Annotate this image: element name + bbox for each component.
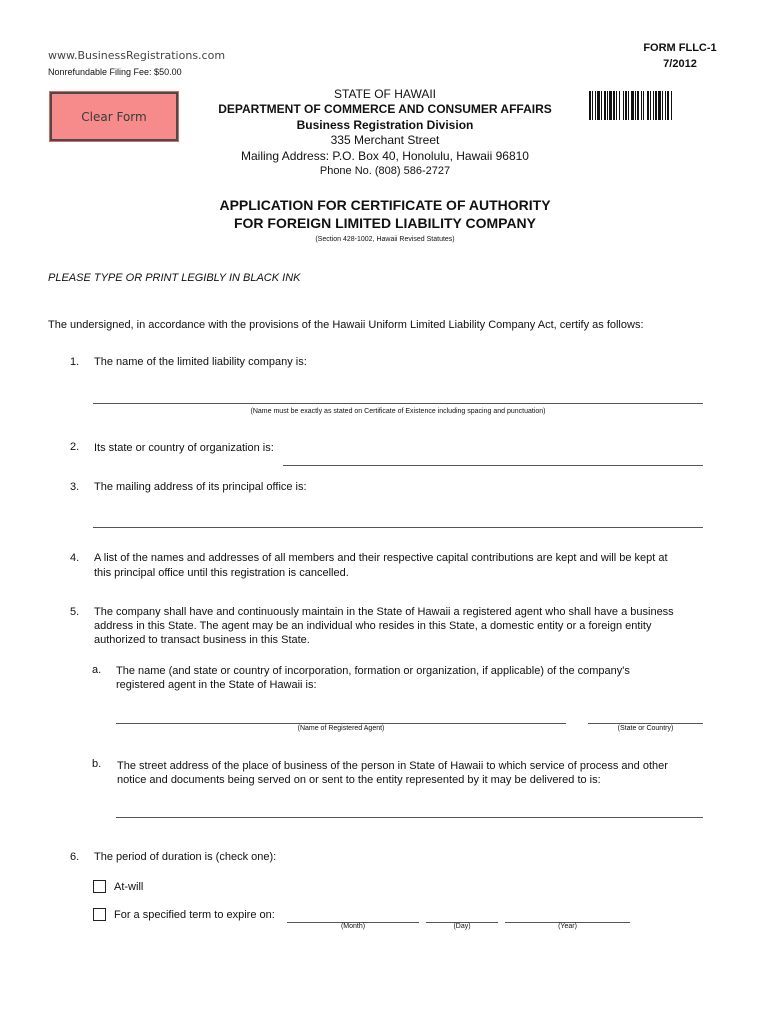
item-number: 2. <box>70 441 80 453</box>
item-5a-line1: The name (and state or country of incorporation, formation or organization, if applicable) of the company's <box>116 665 630 677</box>
item-5b-line1: The street address of the place of business of the person in State of Hawaii to which service of process and other <box>117 760 668 772</box>
statute-reference: (Section 428-1002, Hawaii Revised Statutes) <box>315 236 455 243</box>
form-title-line1: APPLICATION FOR CERTIFICATE OF AUTHORITY <box>219 197 551 213</box>
month-caption: (Month) <box>340 923 366 930</box>
sub-item-label: b. <box>92 758 102 770</box>
at-will-label: At-will <box>114 881 144 893</box>
item-number: 5. <box>70 606 80 618</box>
item-5-line2: address in this State. The agent may be an individual who resides in this State, a domestic entity or a foreign entity <box>94 620 652 632</box>
specified-term-checkbox[interactable] <box>93 908 106 921</box>
item-number: 4. <box>70 552 80 564</box>
item-4-line1: A list of the names and addresses of all members and their respective capital contributions are kept and will be kept at <box>94 552 668 564</box>
item-5b-line2: notice and documents being served on or sent to the entity represented by it may be delivered to is: <box>117 774 601 786</box>
mailing-address: Mailing Address: P.O. Box 40, Honolulu, Hawaii 96810 <box>241 149 529 163</box>
registered-agent-name-field[interactable] <box>116 723 566 724</box>
form-date: 7/2012 <box>663 58 697 70</box>
website-text: www.BusinessRegistrations.com <box>48 49 226 62</box>
day-caption: (Day) <box>453 923 471 930</box>
agent-state-caption: (State or Country) <box>617 725 674 732</box>
state-of-organization-field[interactable] <box>283 465 703 466</box>
intro-statement: The undersigned, in accordance with the provisions of the Hawaii Uniform Limited Liability Company Act, certify as follows: <box>48 319 644 331</box>
division-name: Business Registration Division <box>296 118 474 132</box>
agent-street-address-field[interactable] <box>116 817 703 818</box>
at-will-checkbox[interactable] <box>93 880 106 893</box>
sub-item-label: a. <box>92 664 102 676</box>
agent-state-field[interactable] <box>588 723 703 724</box>
item-3-label: The mailing address of its principal office is: <box>94 481 307 493</box>
item-number: 6. <box>70 851 80 863</box>
state-name: STATE OF HAWAII <box>334 87 436 101</box>
ink-instruction: PLEASE TYPE OR PRINT LEGIBLY IN BLACK INK <box>48 272 301 284</box>
item-5-line3: authorized to transact business in this State. <box>94 634 310 646</box>
item-2-label: Its state or country of organization is: <box>94 442 274 454</box>
department-name: DEPARTMENT OF COMMERCE AND CONSUMER AFFAIRS <box>218 102 552 116</box>
form-id: FORM FLLC-1 <box>643 42 717 54</box>
item-1-label: The name of the limited liability company is: <box>94 356 307 368</box>
year-caption: (Year) <box>558 923 577 930</box>
item-6-label: The period of duration is (check one): <box>94 851 277 863</box>
clear-form-button[interactable]: Clear Form <box>50 92 178 141</box>
phone-number: Phone No. (808) 586-2727 <box>319 165 451 177</box>
item-number: 3. <box>70 481 80 493</box>
filing-fee-text: Nonrefundable Filing Fee: $50.00 <box>48 67 182 77</box>
barcode-icon <box>589 91 720 120</box>
specified-term-label: For a specified term to expire on: <box>114 909 275 921</box>
street-address: 335 Merchant Street <box>330 133 440 147</box>
item-5a-line2: registered agent in the State of Hawaii is: <box>116 679 317 691</box>
company-name-caption: (Name must be exactly as stated on Certificate of Existence including spacing and punctuation) <box>250 408 546 415</box>
item-4-line2: this principal office until this registration is cancelled. <box>94 567 349 579</box>
item-number: 1. <box>70 356 80 368</box>
item-5-line1: The company shall have and continuously maintain in the State of Hawaii a registered agent who shall have a business <box>94 606 674 618</box>
form-title-line2: FOR FOREIGN LIMITED LIABILITY COMPANY <box>233 215 537 231</box>
registered-agent-caption: (Name of Registered Agent) <box>297 725 385 732</box>
company-name-field[interactable] <box>93 403 703 404</box>
principal-office-address-field[interactable] <box>93 527 703 528</box>
